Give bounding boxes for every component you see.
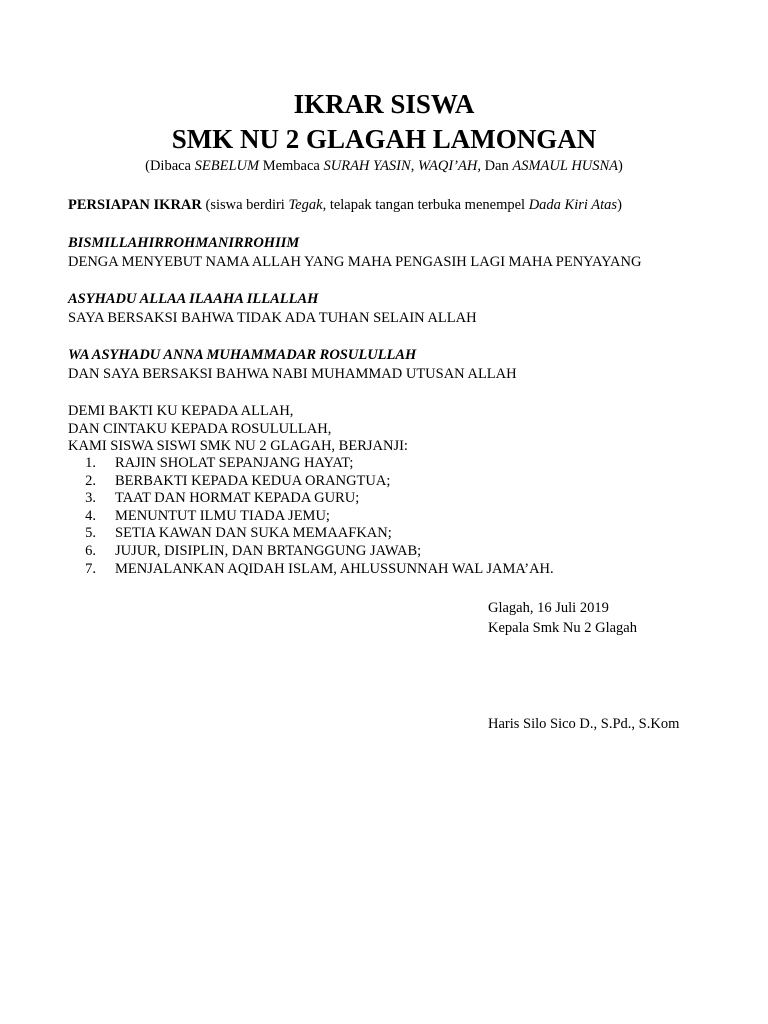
pledge-arabic: BISMILLAHIRROHMANIRROHIIM: [68, 235, 300, 251]
promise-number: 4.: [85, 507, 96, 524]
promise-text: BERBAKTI KEPADA KEDUA ORANGTUA;: [115, 472, 391, 489]
preparation-text-1: (siswa berdiri: [201, 197, 289, 213]
preparation-tegak: Tegak: [288, 197, 323, 213]
instruction-waqiah: WAQI’AH: [417, 158, 478, 174]
promise-text: TAAT DAN HORMAT KEPADA GURU;: [115, 490, 360, 507]
promise-text: MENUNTUT ILMU TIADA JEMU;: [115, 507, 330, 524]
signature-name: Haris Silo Sico D., S.Pd., S.Kom: [488, 716, 680, 732]
pledge-arabic: ASYHADU ALLAA ILAAHA ILLALLAH: [68, 291, 319, 307]
promise-item: [68, 525, 392, 543]
promise-text: SETIA KAWAN DAN SUKA MEMAAFKAN;: [115, 525, 392, 542]
promise-item: [68, 560, 554, 579]
promise-text: MENJALANKAN AQIDAH ISLAM, AHLUSSUNNAH WAL JAMA’AH.: [115, 560, 554, 577]
instruction-open: (Dibaca: [145, 158, 195, 174]
promise-item: [68, 490, 360, 508]
promise-item: [68, 542, 422, 561]
preparation-dada: Dada Kiri Atas: [528, 197, 618, 213]
signature-place-date: Glagah, 16 Juli 2019: [488, 600, 609, 616]
preparation-line: [68, 196, 622, 214]
promise-item: [68, 472, 391, 491]
preparation-label: PERSIAPAN IKRAR: [68, 197, 202, 213]
instruction-surah-yasin: SURAH YASIN: [323, 158, 411, 174]
promise-number: 1.: [85, 455, 96, 471]
preparation-text-2: , telapak tangan terbuka menempel: [322, 197, 529, 213]
promise-number: 2.: [85, 472, 96, 489]
promise-list: [68, 455, 554, 578]
promise-number: 7.: [85, 560, 96, 577]
pledge-arabic: WA ASYHADU ANNA MUHAMMADAR ROSULULLAH: [68, 347, 417, 363]
pledge-meaning: SAYA BERSAKSI BAHWA TIDAK ADA TUHAN SELAIN ALLAH: [68, 310, 477, 326]
intro-line: KAMI SISWA SISWI SMK NU 2 GLAGAH, BERJANJI:: [68, 438, 408, 454]
intro-line: DEMI BAKTI KU KEPADA ALLAH,: [68, 403, 294, 419]
signature-position: Kepala Smk Nu 2 Glagah: [488, 620, 637, 636]
promise-text: JUJUR, DISIPLIN, DAN BRTANGGUNG JAWAB;: [115, 542, 422, 559]
document-title: IKRAR SISWA: [293, 89, 475, 119]
instruction-comma: ,: [410, 158, 418, 174]
promise-number: 6.: [85, 542, 96, 559]
pledge-meaning: DAN SAYA BERSAKSI BAHWA NABI MUHAMMAD UTUSAN ALLAH: [68, 366, 517, 382]
promise-number: 3.: [85, 490, 96, 507]
promise-text: RAJIN SHOLAT SEPANJANG HAYAT;: [115, 455, 354, 471]
instruction-asmaul-husna: ASMAUL HUSNA: [512, 158, 619, 174]
pledge-meaning: DENGA MENYEBUT NAMA ALLAH YANG MAHA PENGASIH LAGI MAHA PENYAYANG: [68, 254, 642, 270]
promise-number: 5.: [85, 525, 96, 542]
instruction-dan: , Dan: [477, 158, 513, 174]
instruction-membaca: Membaca: [259, 158, 324, 174]
promise-item: [68, 507, 330, 526]
school-name: SMK NU 2 GLAGAH LAMONGAN: [171, 124, 597, 154]
reading-instruction: [0, 157, 768, 175]
promise-item: [68, 455, 354, 473]
intro-line: DAN CINTAKU KEPADA ROSULULLAH,: [68, 420, 332, 437]
instruction-close: ): [618, 158, 623, 174]
instruction-sebelum: SEBELUM: [194, 158, 260, 174]
preparation-text-3: ): [617, 197, 622, 213]
